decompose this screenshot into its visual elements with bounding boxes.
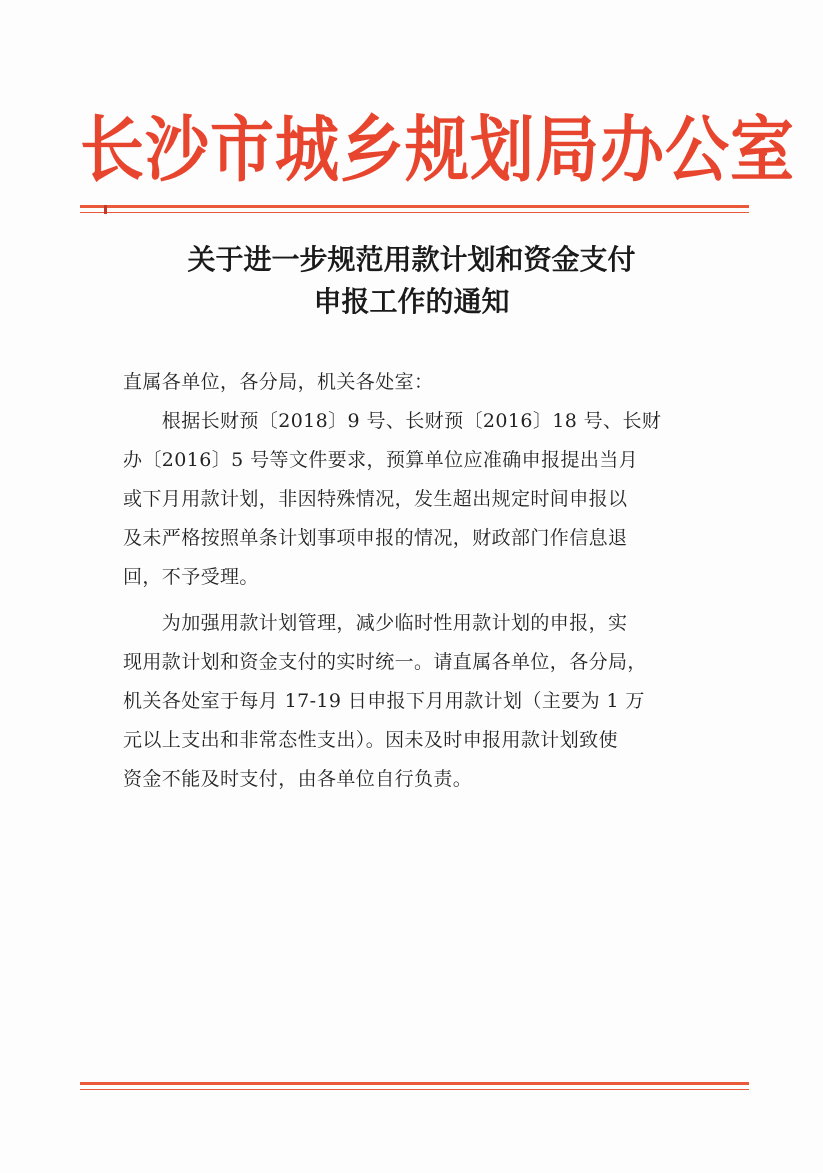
letterhead-rule-thick [80, 205, 749, 208]
footer-rule-thick [80, 1082, 749, 1085]
document-title-line-1: 关于进一步规范用款计划和资金支付 [187, 243, 636, 276]
paragraph-line: 机关各处室于每月 17-19 日申报下月用款计划（主要为 1 万 [123, 690, 645, 712]
paragraph-line: 现用款计划和资金支付的实时统一。请直属各单位，各分局， [123, 651, 647, 673]
paragraph-line: 或下月用款计划，非因特殊情况，发生超出规定时间申报以 [123, 488, 628, 510]
document-title-line-2: 申报工作的通知 [313, 285, 510, 318]
salutation: 直属各单位，各分局，机关各处室： [123, 371, 434, 393]
letterhead-rule-thin [80, 212, 749, 213]
paragraph-line: 为加强用款计划管理，减少临时性用款计划的申报，实 [123, 612, 628, 634]
footer-rule-thin [80, 1089, 749, 1090]
agency-letterhead-title: 长沙市城乡规划局办公室 [80, 108, 795, 193]
paragraph-line: 根据长财预〔2018〕9 号、长财预〔2016〕18 号、长财 [123, 410, 662, 432]
paragraph-line: 资金不能及时支付，由各单位自行负责。 [123, 768, 473, 790]
paragraph-line: 元以上支出和非常态性支出）。因未及时申报用款计划致使 [123, 729, 618, 751]
paragraph-line: 及未严格按照单条计划事项申报的情况，财政部门作信息退 [123, 527, 628, 549]
rule-mark [104, 205, 107, 214]
paragraph-line: 办〔2016〕5 号等文件要求，预算单位应准确申报提出当月 [123, 449, 639, 471]
paragraph-line: 回，不予受理。 [123, 566, 259, 588]
